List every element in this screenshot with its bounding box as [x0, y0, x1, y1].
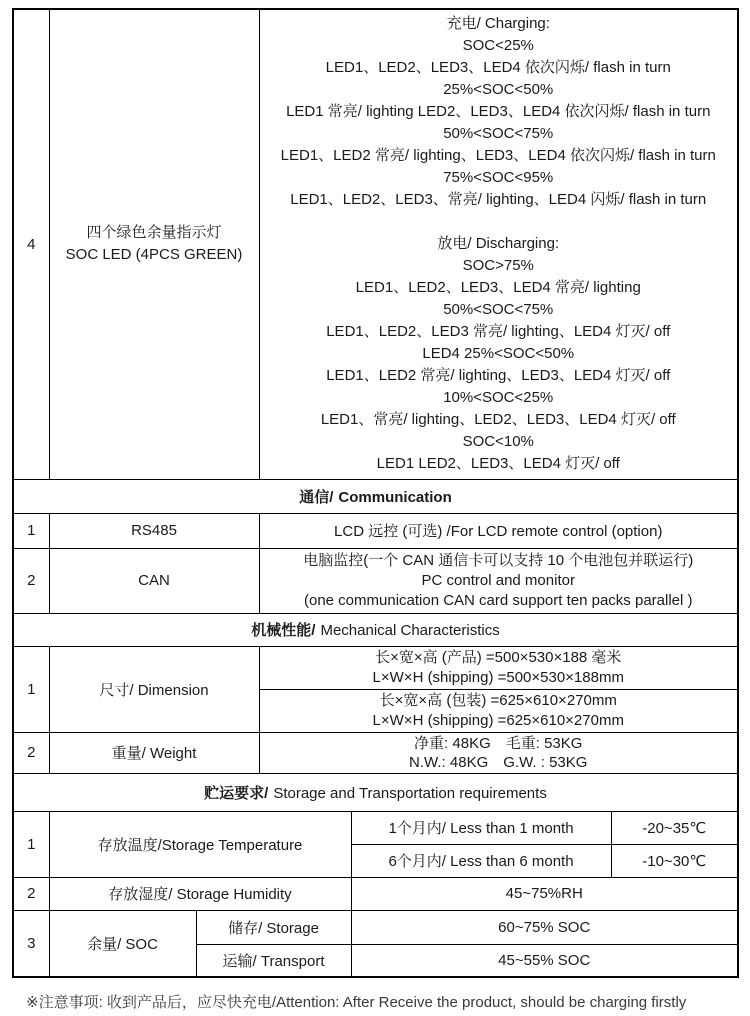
section-title-zh: 贮运要求/	[204, 784, 269, 802]
row-number: 2	[13, 877, 49, 910]
storage-temperature-row-1	[13, 811, 738, 844]
text-line: LED1 常亮/ lighting LED2、LED3、LED4 依次闪烁/ flash in turn	[286, 103, 711, 121]
storage-temp-range-cell: -10~30℃	[611, 844, 738, 877]
text-line: PC control and monitor	[421, 571, 575, 589]
soc-led-label-en: SOC LED (4PCS GREEN)	[65, 246, 243, 264]
soc-label-cell: 余量/ SOC	[49, 910, 196, 977]
text-line: 50%<SOC<75%	[443, 301, 554, 319]
section-header-communication	[13, 479, 738, 513]
can-value-cell	[259, 548, 738, 613]
text-line: 75%<SOC<95%	[443, 169, 554, 187]
text-line: SOC<25%	[462, 37, 534, 55]
row-number: 2	[13, 548, 49, 613]
dimension-label-cell: 尺寸/ Dimension	[49, 646, 259, 732]
weight-value-cell	[259, 732, 738, 773]
dimension-package-cell	[259, 689, 738, 732]
row-number: 1	[13, 513, 49, 548]
text-line: 10%<SOC<25%	[443, 389, 554, 407]
section-header-storage	[13, 773, 738, 811]
text-line: L×W×H (shipping) =625×610×270mm	[372, 711, 624, 729]
text-line: LED1、LED2、LED3 常亮/ lighting、LED4 灯灭/ off	[326, 323, 671, 341]
storage-temp-range-cell: -20~35℃	[611, 811, 738, 844]
text-line: LED1、LED2、LED3、LED4 依次闪烁/ flash in turn	[325, 59, 671, 77]
text-line: N.W.: 48KG G.W. : 53KG	[409, 753, 588, 771]
section-row-communication	[13, 479, 738, 513]
soc-led-label-zh: 四个绿色余量指示灯	[86, 224, 222, 242]
weight-label-cell: 重量/ Weight	[49, 732, 259, 773]
row-number: 4	[13, 9, 49, 479]
soc-led-row	[13, 9, 738, 479]
section-title-en: Communication	[338, 488, 452, 506]
storage-period-cell: 1个月内/ Less than 1 month	[351, 811, 611, 844]
attention-footnote: ※注意事项: 收到产品后，应尽快充电/Attention: After Receive the product, should be charging ﬁrstly	[26, 994, 687, 1011]
text-line: 充电/ Charging:	[446, 15, 550, 33]
section-title-en: Mechanical Characteristics	[320, 622, 500, 639]
text-line: 长×宽×高 (产品) =500×530×188 毫米	[375, 648, 622, 666]
can-label-cell: CAN	[49, 548, 259, 613]
rs485-row	[13, 513, 738, 548]
section-header-mechanical	[13, 613, 738, 646]
soc-value-cell: 60~75% SOC	[351, 910, 738, 944]
charging-states-block	[262, 13, 736, 211]
text-line: LED1、LED2 常亮/ lighting、LED3、LED4 依次闪烁/ flash in turn	[280, 147, 716, 165]
text-line: LED1 LED2、LED3、LED4 灯灭/ off	[376, 455, 620, 473]
storage-humidity-value-cell: 45~75%RH	[351, 877, 738, 910]
text-line: L×W×H (shipping) =500×530×188mm	[372, 668, 624, 686]
row-number: 1	[13, 811, 49, 877]
soc-led-label-cell	[49, 9, 259, 479]
dimension-product-cell	[259, 646, 738, 689]
storage-temperature-label-cell: 存放温度/Storage Temperature	[49, 811, 351, 877]
storage-humidity-label-cell: 存放湿度/ Storage Humidity	[49, 877, 351, 910]
weight-row	[13, 732, 738, 773]
soc-mode-cell: 储存/ Storage	[196, 910, 351, 944]
text-line: SOC<10%	[462, 433, 534, 451]
soc-mode-cell: 运输/ Transport	[196, 944, 351, 977]
discharging-states-block	[262, 233, 736, 475]
soc-storage-row-1	[13, 910, 738, 944]
text-line: LED1、LED2 常亮/ lighting、LED3、LED4 灯灭/ off	[326, 367, 671, 385]
section-row-mechanical	[13, 613, 738, 646]
product-spec-table	[12, 8, 739, 978]
row-number: 2	[13, 732, 49, 773]
text-line: LED1、LED2、LED3、常亮/ lighting、LED4 闪烁/ flash in turn	[290, 191, 707, 209]
text-line: LED1、常亮/ lighting、LED2、LED3、LED4 灯灭/ off	[320, 411, 676, 429]
section-title-zh: 通信/	[299, 488, 334, 506]
text-line: 长×宽×高 (包装) =625×610×270mm	[379, 691, 617, 709]
text-line: LED1、LED2、LED3、LED4 常亮/ lighting	[355, 279, 641, 297]
text-line: LED4 25%<SOC<50%	[422, 345, 575, 363]
soc-led-detail-cell	[259, 9, 738, 479]
dimension-row-product	[13, 646, 738, 689]
soc-value-cell: 45~55% SOC	[351, 944, 738, 977]
text-line: 50%<SOC<75%	[443, 125, 554, 143]
row-number: 1	[13, 646, 49, 732]
rs485-label-cell: RS485	[49, 513, 259, 548]
text-line: 放电/ Discharging:	[437, 235, 560, 253]
storage-period-cell: 6个月内/ Less than 6 month	[351, 844, 611, 877]
section-title-zh: 机械性能/	[251, 622, 316, 639]
storage-humidity-row	[13, 877, 738, 910]
row-number: 3	[13, 910, 49, 977]
section-title-en: Storage and Transportation requirements	[273, 784, 547, 802]
text-line: 25%<SOC<50%	[443, 81, 554, 99]
text-line: 电脑监控(一个 CAN 通信卡可以支持 10 个电池包并联运行)	[303, 551, 694, 569]
text-line: SOC>75%	[462, 257, 534, 275]
section-row-storage	[13, 773, 738, 811]
text-line: (one communication CAN card support ten packs parallel )	[303, 591, 693, 609]
text-line: 净重: 48KG 毛重: 53KG	[414, 734, 583, 752]
rs485-value-cell: LCD 远控 (可选) /For LCD remote control (option)	[259, 513, 738, 548]
can-row	[13, 548, 738, 613]
